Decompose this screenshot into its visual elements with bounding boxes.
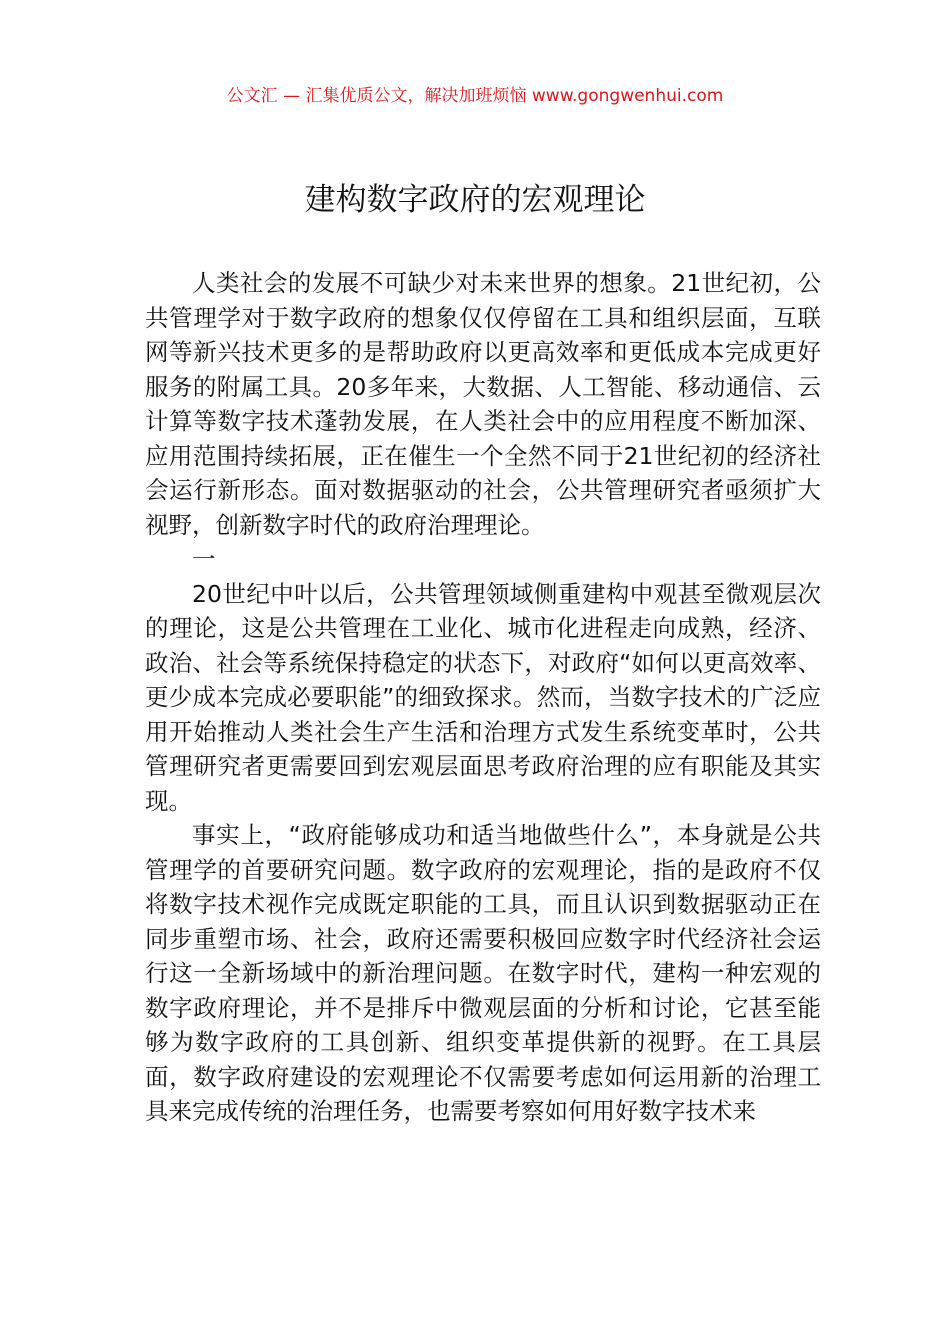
header-banner: 公文汇 — 汇集优质公文，解决加班烦恼 www.gongwenhui.com: [226, 86, 724, 106]
document-body: [145, 266, 821, 1129]
paragraph: 人类社会的发展不可缺少对未来世界的想象。21世纪初，公共管理学对于数字政府的想象仅仅停留在工具和组织层面，互联网等新兴技术更多的是帮助政府以更高效率和更低成本完成更好服务的附属工具。20多年来，大数据、人工智能、移动通信、云计算等数字技术蓬勃发展，在人类社会中的应用程度不断加深、应用范围持续拓展，正在催生一个全然不同于21世纪初的经济社会运行新形态。面对数据驱动的社会，公共管理研究者亟须扩大视野，创新数字时代的政府治理理论。: [145, 269, 821, 539]
document-title: 建构数字政府的宏观理论: [304, 182, 646, 218]
paragraph: 事实上，“政府能够成功和适当地做些什么”，本身就是公共管理学的首要研究问题。数字政府的宏观理论，指的是政府不仅将数字技术视作完成既定职能的工具，而且认识到数据驱动正在同步重塑市场、社会，政府还需要积极回应数字时代经济社会运行这一全新场域中的新治理问题。在数字时代，建构一种宏观的数字政府理论，并不是排斥中微观层面的分析和讨论，它甚至能够为数字政府的工具创新、组织变革提供新的视野。在工具层面，数字政府建设的宏观理论不仅需要考虑如何运用新的治理工具来完成传统的治理任务，也需要考察如何用好数字技术来: [145, 821, 821, 1125]
section-number: 一: [192, 545, 216, 573]
paragraph: 20世纪中叶以后，公共管理领域侧重建构中观甚至微观层次的理论，这是公共管理在工业化、城市化进程走向成熟，经济、政治、社会等系统保持稳定的状态下，对政府“如何以更高效率、更少成本完成必要职能”的细致探求。然而，当数字技术的广泛应用开始推动人类社会生产生活和治理方式发生系统变革时，公共管理研究者更需要回到宏观层面思考政府治理的应有职能及其实现。: [145, 579, 821, 815]
